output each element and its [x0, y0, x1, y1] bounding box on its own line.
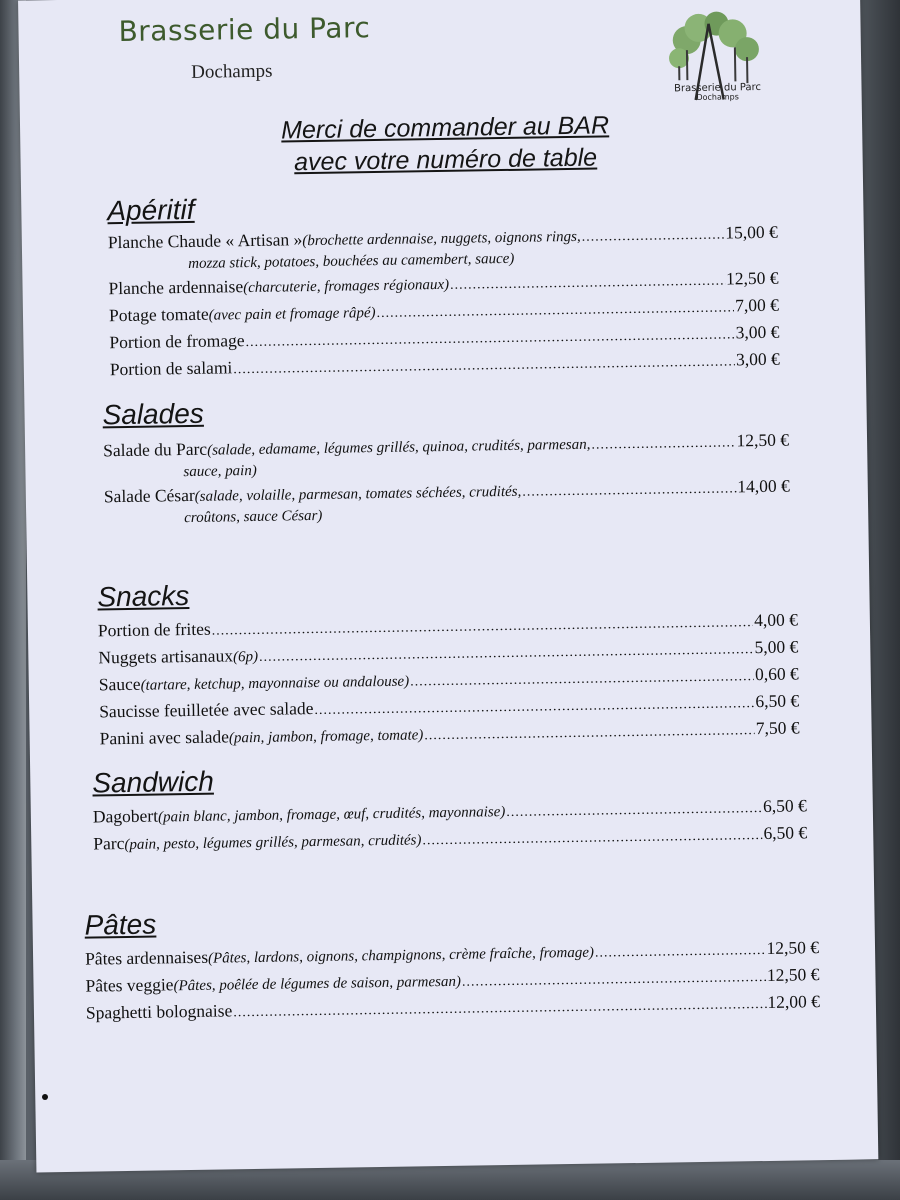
item-name: Portion de fromage	[109, 330, 245, 353]
item-description-continued: mozza stick, potatoes, bouchées au camembert, sauce)	[188, 250, 515, 272]
notice-line-2: avec votre numéro de table	[293, 143, 598, 177]
item-price: 3,00 €	[735, 321, 780, 343]
item-name: Planche ardennaise	[108, 276, 244, 299]
item-description: (avec pain et fromage râpé)	[208, 305, 376, 324]
dot-leader	[591, 432, 736, 456]
item-price: 12,50 €	[766, 964, 820, 985]
section-title: Sandwich	[92, 765, 214, 799]
item-description: (pain, jambon, fromage, tomate)	[228, 727, 424, 747]
item-name: Sauce	[98, 673, 141, 695]
item-price: 3,00 €	[735, 348, 780, 370]
item-description: (6p)	[232, 648, 259, 666]
menu-item	[103, 429, 790, 484]
item-name: Portion de salami	[109, 357, 233, 380]
item-price: 12,00 €	[767, 991, 821, 1012]
item-price: 14,00 €	[737, 475, 790, 497]
dot-leader	[410, 666, 754, 693]
item-description: (tartare, ketchup, mayonnaise ou andalouse)	[140, 673, 410, 694]
brand-name: Brasserie du Parc	[118, 11, 371, 49]
dot-leader	[450, 271, 725, 297]
item-price: 5,00 €	[754, 636, 799, 658]
item-name: Saucisse feuilletée avec salade	[99, 698, 314, 722]
section-snacks	[27, 569, 872, 753]
dot-leader	[462, 967, 766, 994]
item-description-continued: croûtons, sauce César)	[184, 507, 323, 527]
item-price: 12,50 €	[766, 937, 820, 958]
item-name: Potage tomate	[108, 303, 209, 326]
logo-caption	[667, 83, 767, 103]
item-description: (Pâtes, poêlée de légumes de saison, parmesan)	[173, 973, 462, 995]
item-price: 4,00 €	[753, 609, 799, 631]
item-name: Salade du Parc	[102, 438, 208, 461]
section-title: Apéritif	[107, 193, 195, 227]
section-pates	[32, 897, 876, 1027]
menu-item	[108, 221, 779, 276]
dot-leader	[522, 478, 736, 503]
item-price: 6,50 €	[755, 690, 800, 712]
item-price: 15,00 €	[725, 221, 778, 243]
item-description: (brochette ardennaise, nuggets, oignons rings,	[302, 228, 581, 250]
item-description: (salade, volaille, parmesan, tomates séchées, crudités,	[194, 483, 522, 505]
item-name: Nuggets artisanaux	[98, 645, 234, 668]
section-salades	[24, 387, 868, 530]
item-description-continued: sauce, pain)	[183, 462, 257, 481]
item-description: (salade, edamame, légumes grillés, quinoa, crudités, parmesan,	[207, 436, 591, 459]
item-name: Portion de frites	[97, 618, 211, 641]
item-description: (pain blanc, jambon, fromage, œuf, crudités, mayonnaise)	[157, 804, 506, 826]
item-name: Dagobert	[92, 805, 159, 827]
section-sandwich	[30, 755, 873, 858]
menu-item	[104, 475, 791, 530]
item-price: 7,00 €	[735, 294, 780, 316]
dot-leader	[582, 225, 725, 249]
item-price: 12,50 €	[725, 267, 779, 289]
item-name: Panini avec salade	[99, 726, 230, 749]
order-notice	[235, 109, 656, 180]
dot-leader	[506, 798, 762, 824]
dot-leader	[422, 825, 762, 852]
dot-leader	[233, 351, 735, 381]
section-title: Pâtes	[84, 908, 157, 941]
item-name: Pâtes ardennaises	[84, 946, 209, 969]
item-price: 0,60 €	[754, 663, 799, 685]
section-title: Salades	[102, 397, 204, 431]
menu-page	[18, 0, 878, 1172]
logo-location: Dochamps	[696, 92, 739, 102]
item-name: Salade César	[103, 484, 195, 507]
brand-location: Dochamps	[191, 60, 273, 83]
item-description: (Pâtes, lardons, oignons, champignons, crème fraîche, fromage)	[207, 944, 595, 967]
dot-leader	[233, 994, 766, 1024]
item-price: 6,50 €	[762, 795, 807, 817]
dot-leader	[424, 720, 755, 747]
item-description: (pain, pesto, légumes grillés, parmesan, crudités)	[124, 832, 422, 854]
item-name: Planche Chaude « Artisan »	[107, 229, 303, 253]
section-aperitif	[21, 183, 866, 384]
item-price: 6,50 €	[763, 822, 808, 844]
item-price: 7,50 €	[755, 717, 800, 739]
item-name: Pâtes veggie	[85, 974, 174, 996]
item-name: Spaghetti bolognaise	[85, 1000, 233, 1023]
item-description: (charcuterie, fromages régionaux)	[243, 276, 450, 297]
item-price: 12,50 €	[736, 429, 790, 451]
item-name: Parc	[93, 833, 125, 854]
notice-line-1: Merci de commander au BAR	[280, 111, 610, 145]
dot-leader	[595, 940, 766, 965]
dot-leader	[376, 297, 734, 325]
section-title: Snacks	[97, 579, 190, 613]
bullet-mark	[42, 1094, 48, 1100]
logo-brand: Brasserie du Parc	[673, 81, 762, 95]
